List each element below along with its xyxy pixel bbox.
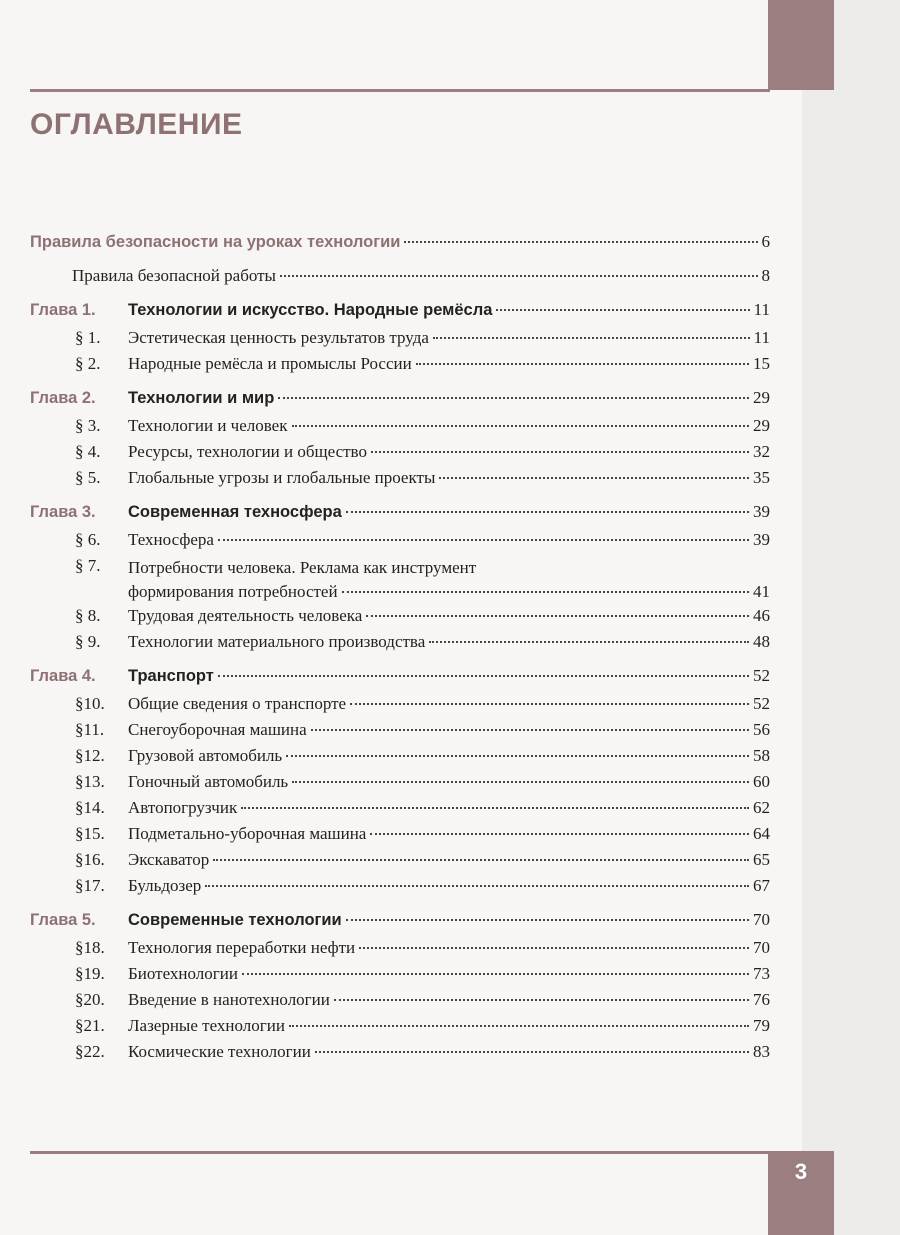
toc-entry-page: 76 [753, 990, 770, 1009]
toc-entry-page: 39 [753, 502, 770, 521]
toc-entry[interactable] [30, 328, 770, 354]
toc-entry[interactable] [30, 694, 770, 720]
toc-entry-number: §21. [75, 1016, 105, 1035]
toc-chapter-title: Современные технологии [128, 911, 342, 929]
toc-entry-number: § 2. [75, 354, 101, 373]
dot-leader [311, 729, 749, 731]
toc-entry[interactable] [30, 1042, 770, 1068]
toc-entry-number: §14. [75, 798, 105, 817]
toc-entry-title: Лазерные технологии [128, 1016, 285, 1035]
toc-entry[interactable] [30, 990, 770, 1016]
dot-leader [334, 999, 749, 1001]
toc-entry-page: 67 [753, 876, 770, 895]
toc-entry[interactable] [30, 266, 770, 292]
toc-entry-title: Правила безопасности на уроках технологии [30, 233, 401, 251]
toc-entry-number: § 8. [75, 606, 101, 625]
toc-entry-title: Ресурсы, технологии и общество [128, 442, 367, 461]
toc-entry[interactable] [30, 746, 770, 772]
toc-entry[interactable] [30, 442, 770, 468]
dot-leader [286, 755, 749, 757]
toc-entry[interactable] [30, 938, 770, 964]
toc-entry-page: 35 [753, 468, 770, 487]
toc-chapter[interactable] [30, 502, 770, 530]
dot-leader [242, 973, 749, 975]
toc-entry-title: Введение в нанотехнологии [128, 990, 330, 1009]
toc-entry-number: §15. [75, 824, 105, 843]
toc-entry-title: Технологии материального производства [128, 632, 426, 651]
toc-entry-title: Грузовой автомобиль [128, 746, 283, 765]
toc-entry-number: §18. [75, 938, 105, 957]
toc-entry-title: Народные ремёсла и промыслы России [128, 354, 412, 373]
toc-entry-number: § 6. [75, 530, 101, 549]
right-margin-band [802, 0, 900, 1235]
toc-entry-number: §13. [75, 772, 105, 791]
toc-entry[interactable] [30, 772, 770, 798]
toc-entry-page: 52 [753, 666, 770, 685]
header-tab [768, 0, 834, 90]
toc-entry[interactable] [30, 632, 770, 658]
toc-entry-title: Экскаватор [128, 850, 210, 869]
toc-entry-page: 46 [753, 606, 770, 625]
dot-leader [218, 539, 749, 541]
toc-entry-number: §19. [75, 964, 105, 983]
dot-leader [439, 477, 749, 479]
toc-entry-number: §16. [75, 850, 105, 869]
toc-entry[interactable] [30, 824, 770, 850]
toc-entry-page: 70 [753, 938, 770, 957]
dot-leader [366, 615, 749, 617]
toc-chapter-number: Глава 5. [30, 911, 96, 929]
dot-leader [292, 781, 749, 783]
toc-entry-page: 29 [753, 416, 770, 435]
toc-entry-title: Подметально-уборочная машина [128, 824, 367, 843]
toc-entry-number: §20. [75, 990, 105, 1009]
toc-entry-title: Технология переработки нефти [128, 938, 356, 957]
toc-entry-title: Трудовая деятельность человека [128, 606, 363, 625]
toc-chapter[interactable] [30, 910, 770, 938]
toc-entry-number: § 3. [75, 416, 101, 435]
toc-entry-page: 15 [753, 354, 770, 373]
dot-leader [278, 397, 749, 399]
page-number: 3 [794, 1159, 808, 1184]
toc-entry-title: Технологии и человек [128, 416, 288, 435]
dot-leader [370, 833, 749, 835]
toc-entry[interactable] [30, 556, 770, 606]
toc-entry[interactable] [30, 720, 770, 746]
dot-leader [429, 641, 749, 643]
toc-entry-page: 60 [753, 772, 770, 791]
dot-leader [346, 919, 749, 921]
toc-entry[interactable] [30, 468, 770, 494]
toc-entry-page: 39 [753, 530, 770, 549]
page-number-tab [768, 1151, 834, 1235]
toc-chapter-number: Глава 3. [30, 503, 96, 521]
dot-leader [289, 1025, 749, 1027]
toc-entry-title: Правила безопасной работы [72, 266, 276, 285]
dot-leader [350, 703, 749, 705]
toc-entry-title: Снегоуборочная машина [128, 720, 307, 739]
toc-entry-number: §12. [75, 746, 105, 765]
dot-leader [292, 425, 750, 427]
toc-entry[interactable] [30, 964, 770, 990]
toc-entry-page: 70 [753, 910, 770, 929]
toc-entry[interactable] [30, 416, 770, 442]
toc-entry-page: 79 [753, 1016, 770, 1035]
toc-entry-title: Космические технологии [128, 1042, 311, 1061]
dot-leader [346, 511, 749, 513]
toc-entry-page: 8 [761, 266, 770, 285]
dot-leader [213, 859, 749, 861]
toc-entry-page: 48 [753, 632, 770, 651]
toc-entry-page: 11 [753, 300, 770, 319]
toc-entry-page: 41 [753, 582, 770, 601]
toc-entry-number: § 5. [75, 468, 101, 487]
toc-entry-page: 83 [753, 1042, 770, 1061]
toc-entry[interactable] [30, 354, 770, 380]
toc-entry-title-continued: формирования потребностей [128, 582, 338, 601]
toc-entry-title: Биотехнологии [128, 964, 238, 983]
toc-entry[interactable] [30, 1016, 770, 1042]
dot-leader [205, 885, 749, 887]
toc-entry-page: 6 [761, 232, 770, 251]
toc-entry-number: §22. [75, 1042, 105, 1061]
toc-chapter-title: Технологии и искусство. Народные ремёсла [128, 301, 493, 319]
toc-entry-page: 29 [753, 388, 770, 407]
toc-entry-number: § 7. [75, 556, 101, 575]
toc-entry-page: 11 [753, 328, 770, 347]
toc-chapter-title: Технологии и мир [128, 389, 275, 407]
toc-chapter[interactable] [30, 388, 770, 416]
toc-entry[interactable] [30, 606, 770, 632]
toc-chapter[interactable] [30, 666, 770, 694]
page-title: ОГЛАВЛЕНИЕ [30, 108, 243, 141]
dot-leader [280, 275, 758, 277]
toc-entry-title: Потребности человека. Реклама как инструмент [128, 558, 477, 577]
toc-entry-page: 32 [753, 442, 770, 461]
toc-entry-title: Глобальные угрозы и глобальные проекты [128, 468, 436, 487]
toc-entry-page: 56 [753, 720, 770, 739]
table-of-contents [30, 232, 770, 1068]
toc-entry-number: § 1. [75, 328, 101, 347]
toc-chapter-number: Глава 4. [30, 667, 96, 685]
toc-chapter-title: Транспорт [128, 667, 214, 685]
dot-leader [218, 675, 749, 677]
toc-entry-number: § 4. [75, 442, 101, 461]
header-rule [30, 89, 770, 92]
dot-leader [496, 309, 749, 311]
toc-entry-title: Эстетическая ценность результатов труда [128, 328, 429, 347]
toc-entry-number: §10. [75, 694, 105, 713]
toc-entry-number: §11. [75, 720, 105, 739]
toc-entry-title: Бульдозер [128, 876, 202, 895]
toc-entry-page: 64 [753, 824, 770, 843]
toc-entry-title: Общие сведения о транспорте [128, 694, 347, 713]
toc-entry-page: 65 [753, 850, 770, 869]
footer-rule [30, 1151, 770, 1154]
dot-leader [315, 1051, 749, 1053]
toc-entry-number: § 9. [75, 632, 101, 651]
dot-leader [241, 807, 749, 809]
dot-leader [342, 591, 749, 593]
toc-entry[interactable] [30, 850, 770, 876]
toc-entry-page: 62 [753, 798, 770, 817]
toc-entry[interactable] [30, 798, 770, 824]
toc-entry[interactable] [30, 232, 770, 258]
toc-chapter-number: Глава 1. [30, 301, 96, 319]
toc-entry-title: Техносфера [128, 530, 214, 549]
toc-entry[interactable] [30, 876, 770, 902]
toc-entry-number: §17. [75, 876, 105, 895]
toc-chapter-number: Глава 2. [30, 389, 96, 407]
toc-entry-title: Гоночный автомобиль [128, 772, 289, 791]
toc-entry-page: 58 [753, 746, 770, 765]
toc-entry[interactable] [30, 530, 770, 556]
toc-chapter[interactable] [30, 300, 770, 328]
toc-entry-page: 73 [753, 964, 770, 983]
dot-leader [359, 947, 749, 949]
dot-leader [416, 363, 749, 365]
dot-leader [371, 451, 749, 453]
toc-chapter-title: Современная техносфера [128, 503, 342, 521]
dot-leader [404, 241, 757, 243]
toc-entry-page: 52 [753, 694, 770, 713]
dot-leader [433, 337, 750, 339]
toc-entry-title: Автопогрузчик [128, 798, 238, 817]
